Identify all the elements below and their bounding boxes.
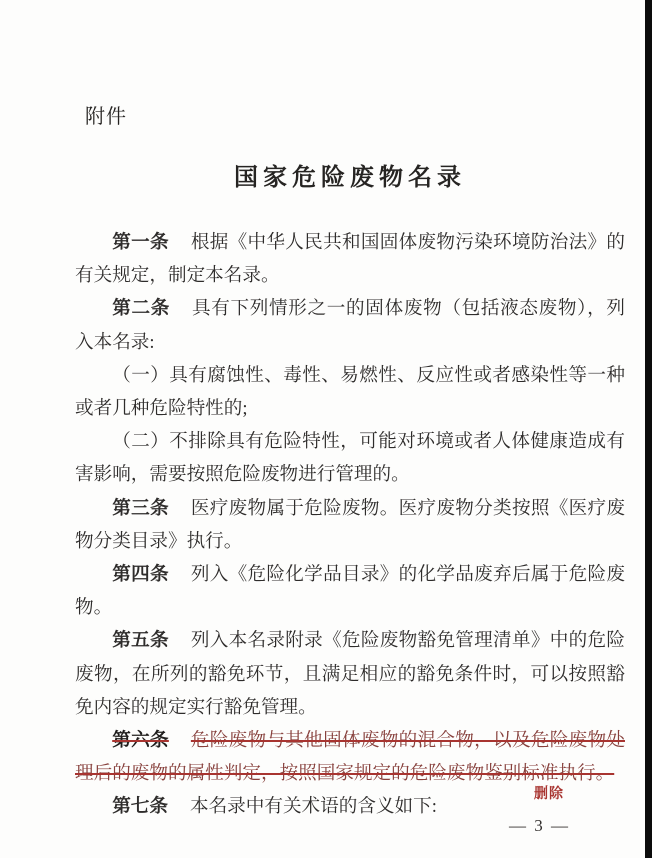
paragraph [75,724,625,790]
paragraph [75,359,625,425]
paragraph [75,624,625,724]
document-body [75,226,625,824]
paragraph-text: 列入《危险化学品目录》的化学品废弃后属于危险废物。 [75,564,625,619]
paragraph-text: 列入本名录附录《危险废物豁免管理清单》中的危险废物，在所列的豁免环节，且满足相应的豁免条件时，可以按照豁免内容的规定实行豁免管理。 [75,630,625,718]
paragraph [75,292,625,358]
article-number-label: 第五条 [112,630,169,652]
delete-annotation: 删除 [534,787,564,802]
scan-edge-shadow [645,0,652,858]
paragraph-text: 根据《中华人民共和国固体废物污染环境防治法》的有关规定，制定本名录。 [75,232,625,287]
paragraph-text: （一）具有腐蚀性、毒性、易燃性、反应性或者感染性等一种或者几种危险特性的; [75,364,625,420]
article-number-label: 第一条 [112,232,169,253]
article-number-label: 第三条 [112,497,169,519]
paragraph [75,226,625,292]
article-number-label: 第七条 [112,796,168,818]
page-number: — 3 — [509,816,570,835]
paragraph-text: 医疗废物属于危险废物。医疗废物分类按照《医疗废物分类目录》执行。 [75,497,625,552]
attachment-label: 附件 [85,106,127,128]
paragraph-text: 具有下列情形之一的固体废物（包括液态废物），列入本名录: [75,298,625,353]
article-number-label: 第四条 [112,564,169,586]
paragraph [75,558,625,624]
paragraph [75,492,625,558]
paragraph [75,425,625,491]
paragraph-text: 本名录中有关术语的含义如下: [189,796,437,818]
article-number-label: 第二条 [112,298,170,320]
paragraph-text: （二）不排除具有危险特性，可能对环境或者人体健康造成有害影响，需要按照危险废物进行管理的。 [75,431,625,486]
paragraph-text: 危险废物与其他固体废物的混合物，以及危险废物处理后的废物的属性判定，按照国家规定的危险废物鉴别标准执行。 [75,730,625,785]
page-title: 国家危险废物名录 [234,165,466,191]
article-number-label: 第六条 [112,730,169,752]
